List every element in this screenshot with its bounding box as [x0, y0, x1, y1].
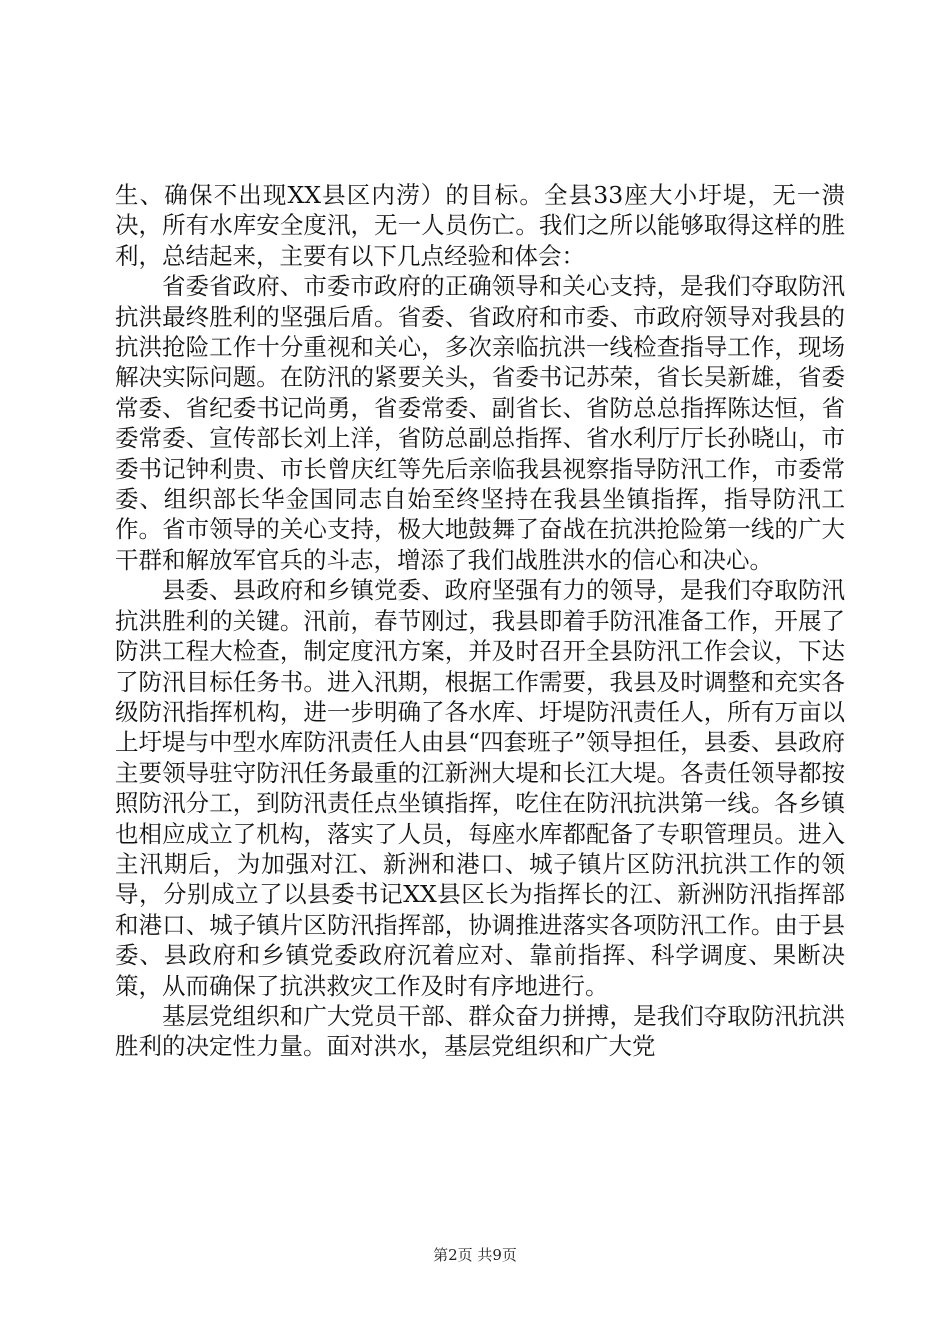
paragraph-county-leadership: 县委、县政府和乡镇党委、政府坚强有力的领导，是我们夺取防汛抗洪胜利的关键。汛前，春节刚过，我县即着手防汛准备工作，开展了防洪工程大检查，制定度汛方案，并及时召开全县防汛工作会议，下达了防汛目标任务书。进入汛期，根据工作需要，我县及时调整和充实各级防汛指挥机构，进一步明确了各水库、圩堤防汛责任人，所有万亩以上圩堤与中型水库防汛责任人由县“四套班子”领导担任，县委、县政府主要领导驻守防汛任务最重的江新洲大堤和长江大堤。各责任领导都按照防汛分工，到防汛责任点坐镇指挥，吃住在防汛抗洪第一线。各乡镇也相应成立了机构，落实了人员，每座水库都配备了专职管理员。进入主汛期后，为加强对江、新洲和港口、城子镇片区防汛抗洪工作的领导，分别成立了以县委书记XX县区长为指挥长的江、新洲防汛指挥部和港口、城子镇片区防汛指挥部，协调推进落实各项防汛工作。由于县委、县政府和乡镇党委政府沉着应对、靠前指挥、科学调度、果断决策，从而确保了抗洪救灾工作及时有序地进行。 — [115, 576, 845, 1000]
document-body — [115, 180, 845, 1062]
paragraph-grassroots: 基层党组织和广大党员干部、群众奋力拼搏，是我们夺取防汛抗洪胜利的决定性力量。面对洪水，基层党组织和广大党 — [115, 1001, 845, 1061]
page-number-footer: 第2页 共9页 — [433, 1246, 517, 1264]
paragraph-leadership-support: 省委省政府、市委市政府的正确领导和关心支持，是我们夺取防汛抗洪最终胜利的坚强后盾。省委、省政府和市委、市政府领导对我县的抗洪抢险工作十分重视和关心，多次亲临抗洪一线检查指导工作，现场解决实际问题。在防汛的紧要关头，省委书记苏荣，省长吴新雄，省委常委、省纪委书记尚勇，省委常委、副省长、省防总总指挥陈达恒，省委常委、宣传部长刘上洋，省防总副总指挥、省水利厅厅长孙晓山，市委书记钟利贵、市长曾庆红等先后亲临我县视察指导防汛工作，市委常委、组织部长华金国同志自始至终坚持在我县坐镇指挥，指导防汛工作。省市领导的关心支持，极大地鼓舞了奋战在抗洪抢险第一线的广大干群和解放军官兵的斗志，增添了我们战胜洪水的信心和决心。 — [115, 272, 845, 574]
paragraph-continuation: 生、确保不出现XX县区内涝）的目标。全县33座大小圩堤，无一溃决，所有水库安全度汛，无一人员伤亡。我们之所以能够取得这样的胜利，总结起来，主要有以下几点经验和体会： — [115, 181, 845, 270]
